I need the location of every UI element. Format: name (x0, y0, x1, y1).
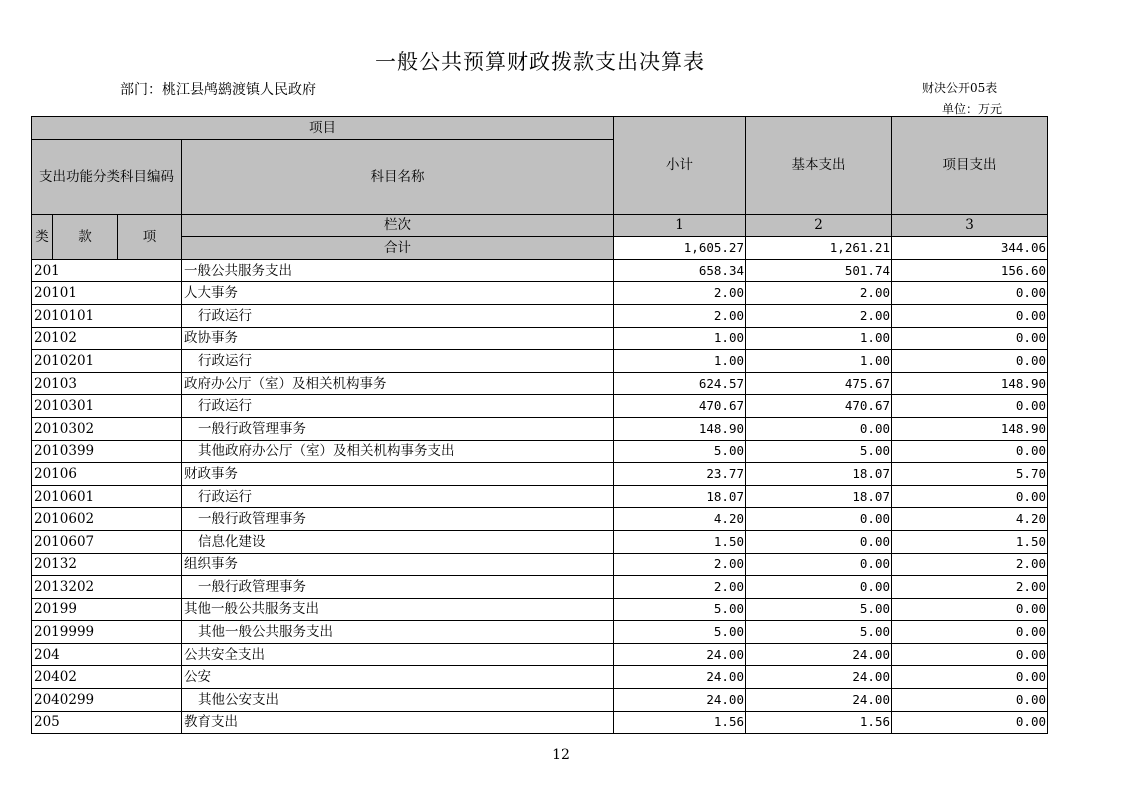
row-code: 2019999 (32, 621, 182, 644)
header-project-expense: 项目支出 (892, 117, 1048, 215)
row-code: 20103 (32, 372, 182, 395)
row-code: 204 (32, 643, 182, 666)
header-lei: 类 (32, 214, 53, 259)
row-subtotal: 470.67 (614, 395, 746, 418)
row-subtotal: 2.00 (614, 576, 746, 599)
row-project: 0.00 (892, 689, 1048, 712)
row-basic: 1.56 (746, 711, 892, 734)
table-row (32, 395, 1048, 418)
row-project: 2.00 (892, 553, 1048, 576)
header-xiang: 项 (118, 214, 182, 259)
row-subtotal: 624.57 (614, 372, 746, 395)
row-subtotal: 658.34 (614, 259, 746, 282)
table-row (32, 440, 1048, 463)
row-subtotal: 4.20 (614, 508, 746, 531)
header-col3: 3 (892, 214, 1048, 237)
row-basic: 24.00 (746, 643, 892, 666)
table-row (32, 576, 1048, 599)
budget-table (31, 116, 1048, 734)
row-code: 2010601 (32, 485, 182, 508)
table-row (32, 350, 1048, 373)
row-subtotal: 1.56 (614, 711, 746, 734)
row-subtotal: 5.00 (614, 598, 746, 621)
row-basic: 470.67 (746, 395, 892, 418)
header-subject-name: 科目名称 (182, 139, 614, 214)
row-name: 教育支出 (182, 711, 614, 734)
row-name: 人大事务 (182, 282, 614, 305)
header-column-row: 栏次 (182, 214, 614, 237)
row-subtotal: 1.00 (614, 350, 746, 373)
row-project: 0.00 (892, 621, 1048, 644)
header-col1: 1 (614, 214, 746, 237)
row-basic: 501.74 (746, 259, 892, 282)
row-project: 0.00 (892, 440, 1048, 463)
header-col2: 2 (746, 214, 892, 237)
header-basic: 基本支出 (746, 117, 892, 215)
row-name: 公安 (182, 666, 614, 689)
table-row (32, 711, 1048, 734)
row-name: 一般公共服务支出 (182, 259, 614, 282)
row-name: 行政运行 (182, 395, 614, 418)
table-row (32, 327, 1048, 350)
table-row (32, 304, 1048, 327)
row-subtotal: 18.07 (614, 485, 746, 508)
row-project: 0.00 (892, 304, 1048, 327)
row-code: 2010602 (32, 508, 182, 531)
row-subtotal: 2.00 (614, 553, 746, 576)
row-code: 20402 (32, 666, 182, 689)
row-project: 0.00 (892, 395, 1048, 418)
row-code: 201 (32, 259, 182, 282)
row-basic: 18.07 (746, 485, 892, 508)
table-row (32, 598, 1048, 621)
page-title: 一般公共预算财政拨款支出决算表 (375, 50, 705, 74)
row-basic: 24.00 (746, 689, 892, 712)
row-project: 5.70 (892, 463, 1048, 486)
row-subtotal: 1.00 (614, 327, 746, 350)
header-subtotal: 小计 (614, 117, 746, 215)
row-project: 0.00 (892, 598, 1048, 621)
row-name: 政协事务 (182, 327, 614, 350)
row-basic: 0.00 (746, 576, 892, 599)
row-project: 0.00 (892, 282, 1048, 305)
row-code: 2010607 (32, 530, 182, 553)
row-name: 组织事务 (182, 553, 614, 576)
row-project: 148.90 (892, 417, 1048, 440)
row-code: 2010301 (32, 395, 182, 418)
row-name: 一般行政管理事务 (182, 576, 614, 599)
row-name: 一般行政管理事务 (182, 508, 614, 531)
row-subtotal: 2.00 (614, 304, 746, 327)
row-name: 一般行政管理事务 (182, 417, 614, 440)
header-func-code: 支出功能分类科目编码 (32, 139, 182, 214)
row-project: 0.00 (892, 643, 1048, 666)
row-subtotal: 2.00 (614, 282, 746, 305)
row-basic: 2.00 (746, 304, 892, 327)
table-row (32, 621, 1048, 644)
row-basic: 0.00 (746, 508, 892, 531)
row-name: 其他一般公共服务支出 (182, 598, 614, 621)
header-project: 项目 (32, 117, 614, 140)
row-subtotal: 23.77 (614, 463, 746, 486)
row-project: 0.00 (892, 327, 1048, 350)
department-label: 部门：桃江县鸬鹚渡镇人民政府 (120, 82, 316, 98)
table-row (32, 485, 1048, 508)
row-code: 2010302 (32, 417, 182, 440)
row-code: 2010101 (32, 304, 182, 327)
header-kuan: 款 (53, 214, 118, 259)
row-basic: 0.00 (746, 553, 892, 576)
row-basic: 0.00 (746, 417, 892, 440)
row-name: 其他一般公共服务支出 (182, 621, 614, 644)
table-row (32, 689, 1048, 712)
row-subtotal: 1.50 (614, 530, 746, 553)
total-project: 344.06 (892, 237, 1048, 260)
table-row (32, 553, 1048, 576)
row-basic: 5.00 (746, 621, 892, 644)
table-row (32, 530, 1048, 553)
row-name: 财政事务 (182, 463, 614, 486)
row-project: 0.00 (892, 350, 1048, 373)
table-row (32, 372, 1048, 395)
total-basic: 1,261.21 (746, 237, 892, 260)
row-code: 20106 (32, 463, 182, 486)
row-basic: 475.67 (746, 372, 892, 395)
row-basic: 24.00 (746, 666, 892, 689)
row-subtotal: 24.00 (614, 666, 746, 689)
row-code: 2013202 (32, 576, 182, 599)
table-row (32, 666, 1048, 689)
table-row (32, 282, 1048, 305)
row-name: 政府办公厅（室）及相关机构事务 (182, 372, 614, 395)
row-subtotal: 5.00 (614, 621, 746, 644)
row-subtotal: 24.00 (614, 689, 746, 712)
row-subtotal: 148.90 (614, 417, 746, 440)
row-basic: 5.00 (746, 598, 892, 621)
total-subtotal: 1,605.27 (614, 237, 746, 260)
row-basic: 1.00 (746, 327, 892, 350)
total-label: 合计 (182, 237, 614, 260)
row-name: 行政运行 (182, 304, 614, 327)
row-basic: 5.00 (746, 440, 892, 463)
row-project: 1.50 (892, 530, 1048, 553)
table-row (32, 259, 1048, 282)
row-project: 4.20 (892, 508, 1048, 531)
row-subtotal: 24.00 (614, 643, 746, 666)
row-code: 205 (32, 711, 182, 734)
row-basic: 0.00 (746, 530, 892, 553)
row-code: 20101 (32, 282, 182, 305)
row-project: 2.00 (892, 576, 1048, 599)
row-code: 20132 (32, 553, 182, 576)
row-code: 20102 (32, 327, 182, 350)
row-basic: 2.00 (746, 282, 892, 305)
row-name: 其他政府办公厅（室）及相关机构事务支出 (182, 440, 614, 463)
row-name: 行政运行 (182, 350, 614, 373)
row-name: 信息化建设 (182, 530, 614, 553)
table-row (32, 463, 1048, 486)
row-name: 行政运行 (182, 485, 614, 508)
table-row (32, 508, 1048, 531)
row-project: 0.00 (892, 711, 1048, 734)
row-code: 20199 (32, 598, 182, 621)
row-subtotal: 5.00 (614, 440, 746, 463)
row-code: 2040299 (32, 689, 182, 712)
table-code: 财决公开05表 (922, 81, 998, 95)
row-basic: 1.00 (746, 350, 892, 373)
row-code: 2010399 (32, 440, 182, 463)
row-project: 148.90 (892, 372, 1048, 395)
unit-label: 单位：万元 (942, 102, 1003, 116)
row-basic: 18.07 (746, 463, 892, 486)
row-name: 公共安全支出 (182, 643, 614, 666)
row-project: 0.00 (892, 485, 1048, 508)
row-name: 其他公安支出 (182, 689, 614, 712)
table-row (32, 417, 1048, 440)
row-project: 0.00 (892, 666, 1048, 689)
table-row (32, 643, 1048, 666)
row-project: 156.60 (892, 259, 1048, 282)
page-number: 12 (552, 747, 570, 763)
row-code: 2010201 (32, 350, 182, 373)
